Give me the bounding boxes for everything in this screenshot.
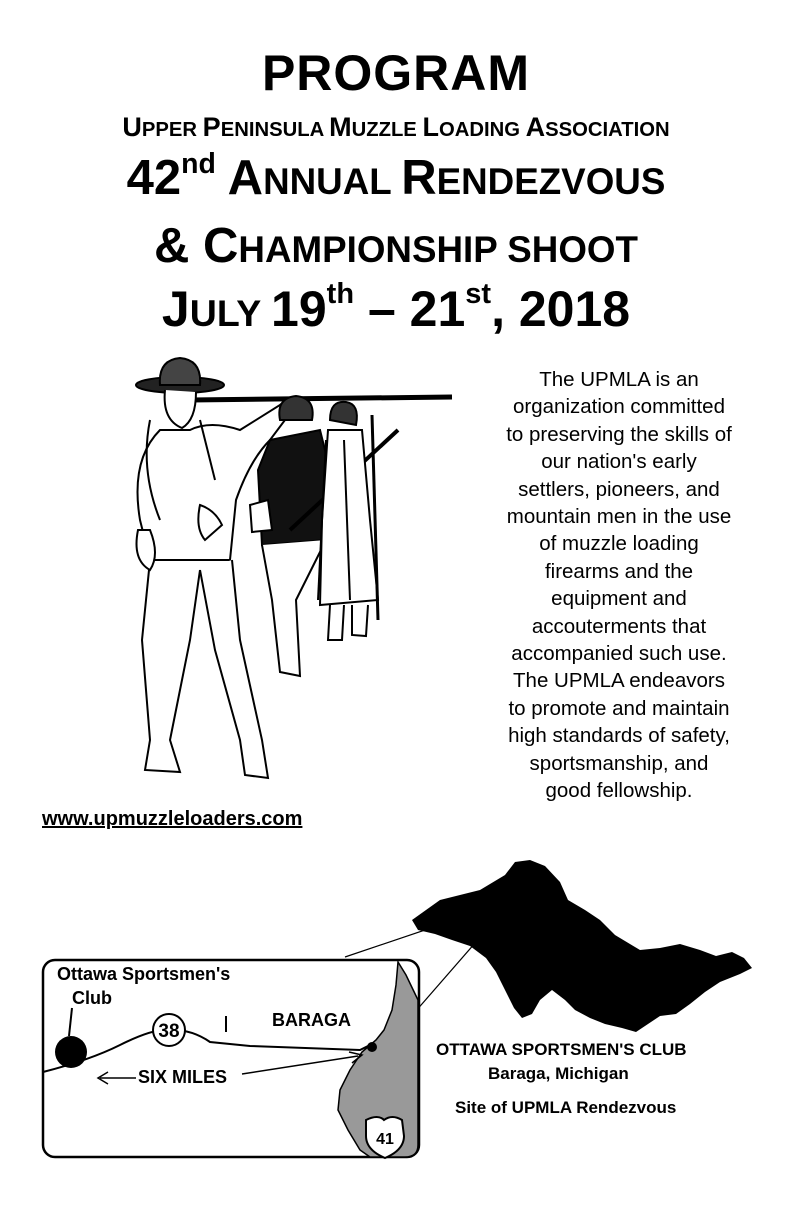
association-name: UPPER PENINSULA MUZZLE LOADING ASSOCIATION xyxy=(122,112,670,142)
website-link[interactable]: www.upmuzzleloaders.com xyxy=(42,808,303,830)
club-city: Baraga, Michigan xyxy=(488,1064,629,1083)
club-label-line2: Club xyxy=(72,988,112,1008)
route-38-number: 38 xyxy=(158,1021,180,1042)
club-label-line1: Ottawa Sportsmen's xyxy=(57,964,231,984)
rendezvous-heading: 42nd ANNUAL RENDEZVOUS xyxy=(126,148,666,205)
championship-heading: & CHAMPIONSHIP SHOOT xyxy=(154,219,638,273)
upper-peninsula-map-silhouette xyxy=(412,860,752,1032)
event-dates: JULY 19th – 21st, 2018 xyxy=(161,278,631,337)
program-title: PROGRAM xyxy=(261,45,531,101)
baraga-label: BARAGA xyxy=(272,1010,351,1030)
mission-statement: The UPMLA is an organization committed to preserving the skills of our nation's early settlers, pioneers, and mountain men in the use of muzzle loading firearms and the equipment and accouterments that accompanied such use. The UPMLA endeavors to promote and maintain high standards of safety, sportsmanship, and good fellowship. xyxy=(506,368,732,803)
muzzle-loader-shooters-illustration xyxy=(136,358,452,778)
baraga-marker xyxy=(367,1042,377,1052)
club-site-note: Site of UPMLA Rendezvous xyxy=(455,1098,677,1117)
us-41-number: 41 xyxy=(376,1131,394,1148)
distance-label: SIX MILES xyxy=(138,1067,228,1087)
club-name: OTTAWA SPORTSMEN'S CLUB xyxy=(436,1040,687,1059)
club-location-marker xyxy=(55,1036,87,1068)
